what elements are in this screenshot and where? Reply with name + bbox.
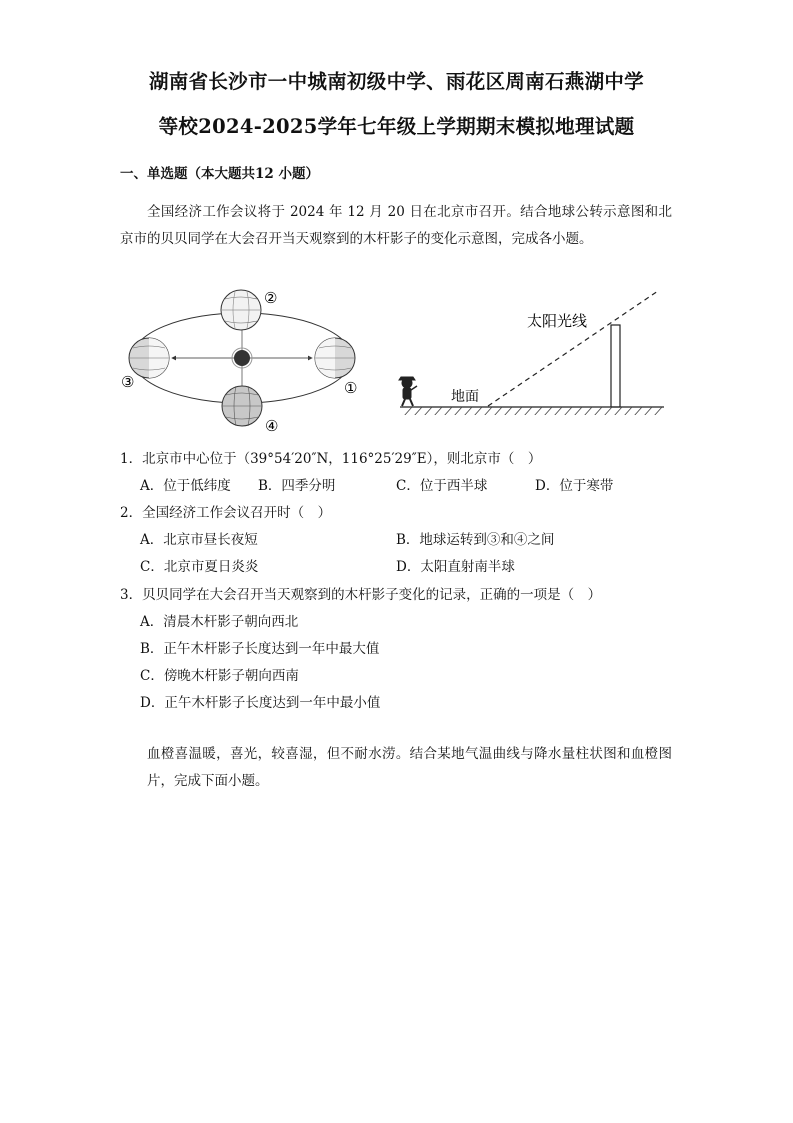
question-3-option-c[interactable]: C．傍晚木杆影子朝向西南 <box>140 668 299 684</box>
question-1-option-c[interactable]: C．位于西半球 <box>396 478 488 494</box>
earth-position-3 <box>129 338 169 378</box>
ground-label: 地面 <box>451 389 479 405</box>
pole-shadow-diagram <box>392 285 668 415</box>
question-3-option-a[interactable]: A．清晨木杆影子朝向西北 <box>140 614 299 630</box>
question-2-option-d[interactable]: D．太阳直射南半球 <box>396 559 515 575</box>
question-1-stem: 1．北京市中心位于（39°54′20″N，116°25′29″E），则北京市（ ） <box>120 451 542 467</box>
question-2-option-b[interactable]: B．地球运转到③和④之间 <box>396 532 555 548</box>
question-1-option-b[interactable]: B．四季分明 <box>258 478 336 494</box>
earth-position-4 <box>222 386 262 426</box>
document-title-line-1: 湖南省长沙市一中城南初级中学、雨花区周南石燕湖中学 <box>148 70 644 93</box>
wooden-pole <box>611 325 620 407</box>
label-position-1: ① <box>344 379 358 397</box>
sun <box>234 350 250 366</box>
passage-1: 全国经济工作会议将于 2024 年 12 月 20 日在北京市召开。结合地球公转示意图和北京市的贝贝同学在大会召开当天观察到的木杆影子的变化示意图，完成各小题。 <box>120 204 672 247</box>
question-3-option-b[interactable]: B．正午木杆影子长度达到一年中最大值 <box>140 641 380 657</box>
label-position-2: ② <box>264 289 278 307</box>
sunlight-ray <box>488 291 658 406</box>
question-1-option-a[interactable]: A．位于低纬度 <box>140 478 231 494</box>
document-title-line-2: 等校2024-2025学年七年级上学期期末模拟地理试题 <box>158 115 635 138</box>
earth-position-1 <box>315 338 355 378</box>
ground-hatching <box>404 407 662 415</box>
question-2-stem: 2．全国经济工作会议召开时（ ） <box>120 505 332 521</box>
student-figure <box>399 377 417 406</box>
question-1-option-d[interactable]: D．位于寒带 <box>535 478 614 494</box>
question-3-option-d[interactable]: D．正午木杆影子长度达到一年中最小值 <box>140 695 381 711</box>
earth-position-2 <box>221 290 261 330</box>
earth-revolution-diagram <box>115 285 370 435</box>
question-2-option-c[interactable]: C．北京市夏日炎炎 <box>140 559 259 575</box>
label-position-3: ③ <box>121 373 135 391</box>
section-heading: 一、单选题（本大题共12 小题） <box>120 166 319 182</box>
sunlight-label: 太阳光线 <box>527 312 588 330</box>
question-2-option-a[interactable]: A．北京市昼长夜短 <box>140 532 258 548</box>
label-position-4: ④ <box>265 417 279 435</box>
passage-2: 血橙喜温暖，喜光，较喜湿，但不耐水涝。结合某地气温曲线与降水量柱状图和血橙图片，完成下面小题。 <box>147 746 672 789</box>
question-3-stem: 3．贝贝同学在大会召开当天观察到的木杆影子变化的记录，正确的一项是（ ） <box>120 587 602 603</box>
